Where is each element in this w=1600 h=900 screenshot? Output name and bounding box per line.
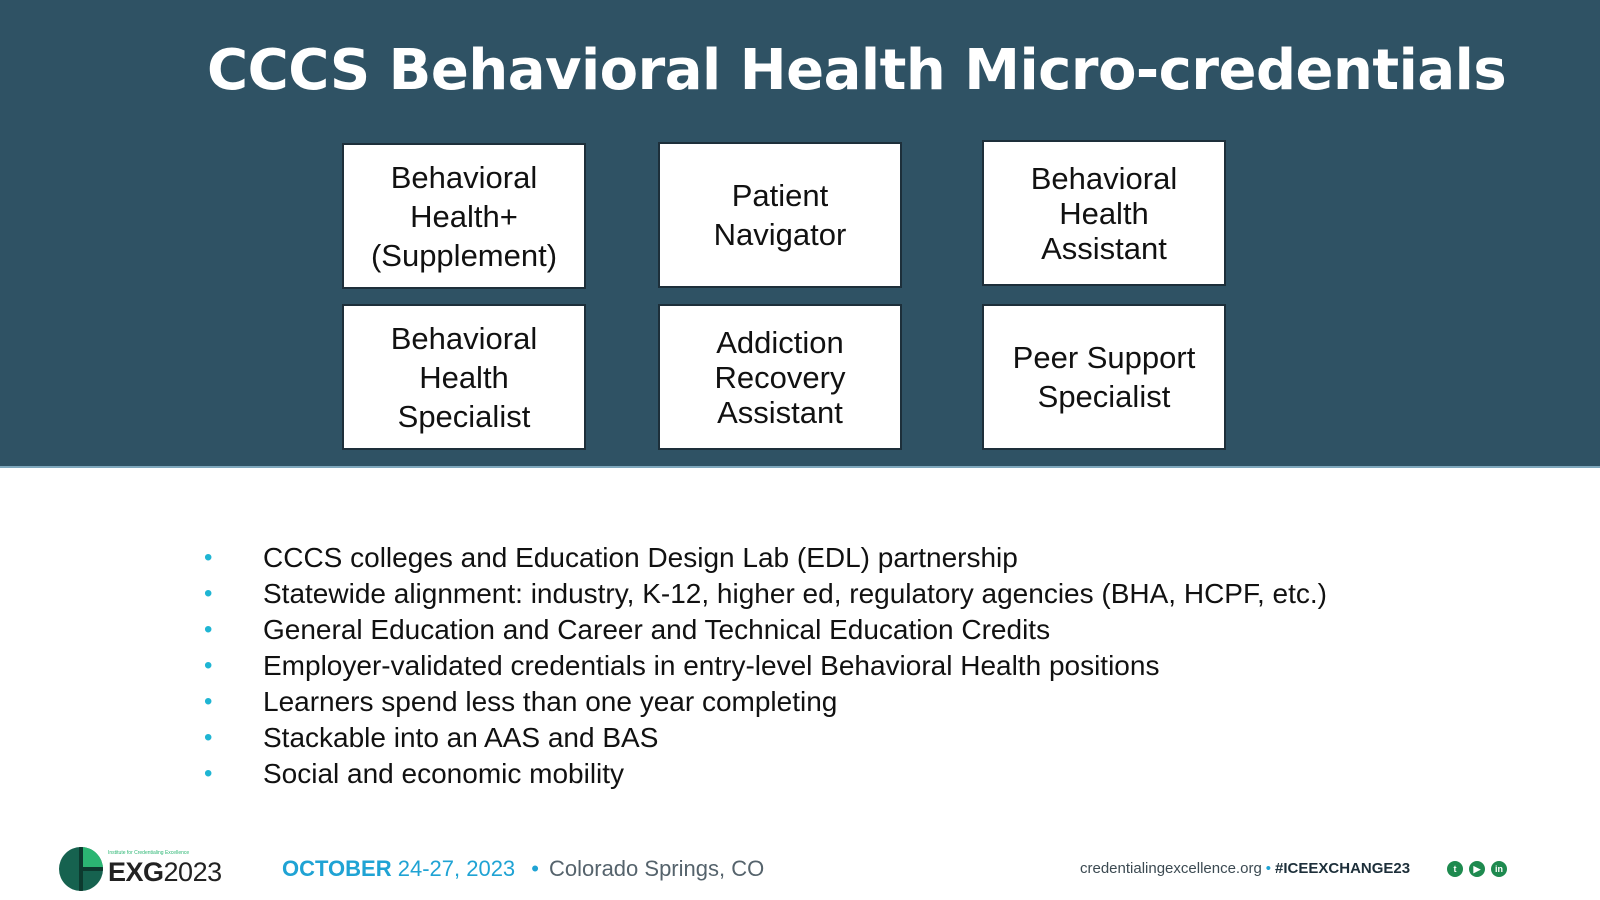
- card-behavioral-health-assistant: [982, 140, 1226, 286]
- list-item: • General Education and Career and Technical Education Credits: [200, 612, 1500, 648]
- hashtag: #ICEEXCHANGE23: [1275, 860, 1411, 877]
- separator-dot: •: [1265, 860, 1272, 877]
- card-patient-navigator: [658, 142, 902, 288]
- list-item: • Statewide alignment: industry, K-12, higher ed, regulatory agencies (BHA, HCPF, etc.): [200, 576, 1500, 612]
- logo-tagline: Institute for Credentialing Excellence: [108, 850, 190, 856]
- list-item: • CCCS colleges and Education Design Lab (EDL) partnership: [200, 540, 1500, 576]
- event-location: Colorado Springs, CO: [549, 856, 765, 881]
- bullet-dot-icon: •: [204, 580, 213, 607]
- bullet-list: [200, 540, 1500, 792]
- bullet-dot-icon: •: [204, 616, 213, 643]
- list-item: • Stackable into an AAS and BAS: [200, 720, 1500, 756]
- card-label: Behavioral Health+ (Supplement): [370, 159, 558, 273]
- list-item: • Social and economic mobility: [200, 756, 1500, 792]
- bullet-dot-icon: •: [204, 760, 213, 787]
- bullet-dot-icon: •: [204, 544, 213, 571]
- card-behavioral-health-specialist: [342, 304, 586, 450]
- card-addiction-recovery-assistant: [658, 304, 902, 450]
- card-peer-support-specialist: [982, 304, 1226, 450]
- card-behavioral-health-plus: [342, 143, 586, 289]
- card-label: Behavioral Health Assistant: [1030, 160, 1178, 266]
- card-label: Peer Support Specialist: [1012, 340, 1196, 414]
- card-label: Patient Navigator: [713, 178, 847, 252]
- bullet-dot-icon: •: [204, 724, 213, 751]
- event-logo: EXG2023: [108, 857, 222, 887]
- card-label: Addiction Recovery Assistant: [714, 324, 846, 430]
- exg-logo-icon: [59, 847, 103, 891]
- event-month: OCTOBER: [282, 856, 392, 881]
- list-item: • Learners spend less than one year completing: [200, 684, 1500, 720]
- card-label: Behavioral Health Specialist: [390, 320, 538, 434]
- twitter-icon[interactable]: t: [1447, 861, 1463, 877]
- footer: [0, 840, 1600, 900]
- separator-dot: •: [531, 856, 539, 881]
- event-days: 24-27, 2023: [397, 856, 516, 881]
- slide-title: CCCS Behavioral Health Micro-credentials: [207, 38, 1507, 103]
- website-link[interactable]: credentialingexcellence.org: [1080, 860, 1262, 877]
- event-date: [282, 856, 764, 882]
- linkedin-icon[interactable]: in: [1491, 861, 1507, 877]
- bullet-dot-icon: •: [204, 688, 213, 715]
- youtube-icon[interactable]: ▶: [1469, 861, 1485, 877]
- footer-links: [1080, 860, 1410, 877]
- list-item: • Employer-validated credentials in entry-level Behavioral Health positions: [200, 648, 1500, 684]
- bullet-dot-icon: •: [204, 652, 213, 679]
